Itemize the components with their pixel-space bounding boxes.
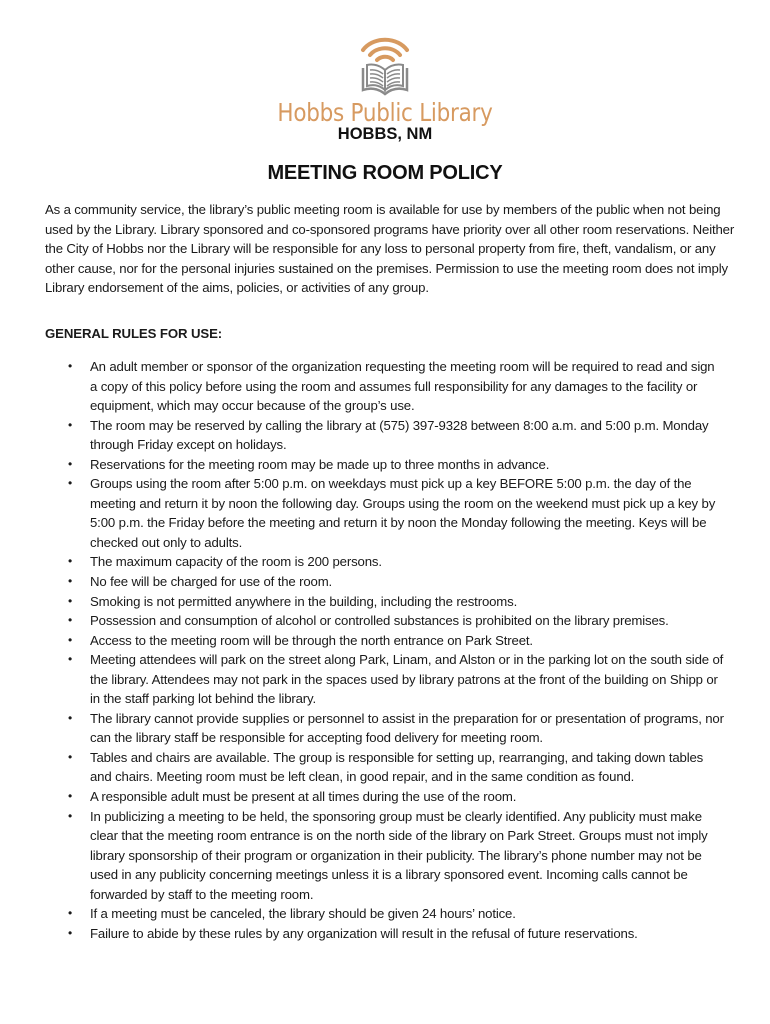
rule-text: Tables and chairs are available. The group is responsible for setting up, rearranging, and taking down tables and chairs. Meeting room must be left clean, in good repair, and in the same condition as found. [90, 749, 704, 785]
list-item [45, 650, 725, 709]
rule-text: A responsible adult must be present at all times during the use of the room. [90, 789, 517, 805]
bullet-icon: • [68, 710, 73, 725]
book-wifi-icon [357, 34, 413, 98]
bullet-icon: • [68, 417, 73, 432]
rule-text: No fee will be charged for use of the room. [90, 574, 333, 590]
list-item [45, 572, 725, 592]
intro-paragraph: As a community service, the library’s public meeting room is available for use by members of the public when not being used by the Library. Library sponsored and co-sponsored programs have priority over all other room reservations. Neither the City of Hobbs nor the Library will be responsible for any loss to personal property from fire, theft, vandalism, or any other cause, nor for the personal injuries sustained on the premises. Permission to use the meeting room does not imply Library endorsement of the aims, policies, or activities of any group. [45, 202, 735, 296]
list-item [45, 611, 725, 631]
list-item [45, 904, 725, 924]
list-item [45, 748, 725, 787]
list-item [45, 631, 725, 651]
rule-text: Reservations for the meeting room may be made up to three months in advance. [90, 456, 550, 472]
bullet-icon: • [68, 925, 73, 940]
rule-text: An adult member or sponsor of the organization requesting the meeting room will be required to read and sign a copy of this policy before using the room and assumes full responsibility for any damages to the facility or equipment, which may occur because of the group’s use. [90, 359, 715, 414]
rule-text: If a meeting must be canceled, the library should be given 24 hours’ notice. [90, 906, 516, 922]
rule-text: Access to the meeting room will be through the north entrance on Park Street. [90, 632, 533, 648]
rule-text: The library cannot provide supplies or personnel to assist in the preparation for or presentation of programs, nor can the library staff be responsible for accepting food delivery for meeting room. [90, 710, 724, 746]
bullet-icon: • [68, 906, 73, 921]
rules-list [45, 357, 725, 943]
rule-text: Smoking is not permitted anywhere in the building, including the restrooms. [90, 593, 518, 609]
list-item [45, 552, 725, 572]
library-name: Hobbs Public Library [277, 98, 493, 127]
bullet-icon: • [68, 554, 73, 569]
list-item [45, 592, 725, 612]
bullet-icon: • [68, 613, 73, 628]
list-item [45, 455, 725, 475]
list-item [45, 787, 725, 807]
bullet-icon: • [68, 574, 73, 589]
bullet-icon: • [68, 808, 73, 823]
list-item [45, 357, 725, 416]
rule-text: Failure to abide by these rules by any organization will result in the refusal of future reservations. [90, 925, 638, 941]
city-heading: HOBBS, NM [337, 125, 433, 143]
list-item [45, 709, 725, 748]
bullet-icon: • [68, 593, 73, 608]
rule-text: The maximum capacity of the room is 200 persons. [90, 554, 382, 570]
rule-text: Groups using the room after 5:00 p.m. on weekdays must pick up a key BEFORE 5:00 p.m. the day of the meeting and return it by noon the following day. Groups using the room on the weekend must pick up a key by 5:00 p.m. the Friday before the meeting and return it by noon the Monday following the meeting. Keys will be checked out only to adults. [90, 476, 716, 550]
section-heading: GENERAL RULES FOR USE: [45, 326, 223, 341]
bullet-icon: • [68, 476, 73, 491]
bullet-icon: • [68, 456, 73, 471]
bullet-icon: • [68, 632, 73, 647]
bullet-icon: • [68, 749, 73, 764]
bullet-icon: • [68, 652, 73, 667]
list-item [45, 924, 725, 944]
bullet-icon: • [68, 789, 73, 804]
rule-text: Meeting attendees will park on the street along Park, Linam, and Alston or in the parking lot on the south side of the library. Attendees may not park in the spaces used by library patrons at the front of the building on Shipp or in the staff parking lot behind the library. [90, 652, 724, 707]
rule-text: Possession and consumption of alcohol or controlled substances is prohibited on the library premises. [90, 613, 669, 629]
list-item [45, 416, 725, 455]
page-title: MEETING ROOM POLICY [267, 162, 503, 184]
list-item [45, 807, 725, 905]
bullet-icon: • [68, 359, 73, 373]
rule-text: The room may be reserved by calling the library at (575) 397-9328 between 8:00 a.m. and 5:00 p.m. Monday through Friday except on holidays. [90, 417, 709, 453]
rule-text: In publicizing a meeting to be held, the sponsoring group must be clearly identified. Any publicity must make clear that the meeting room entrance is on the north side of the library on Park Street. Groups must not imply library sponsorship of their program or organization in their publicity. The library’s phone number may not be used in any publicity concerning meetings unless it is a library sponsored event. Incoming calls cannot be forwarded by staff to the meeting room. [90, 808, 708, 902]
list-item [45, 474, 725, 552]
library-logo [0, 34, 770, 128]
